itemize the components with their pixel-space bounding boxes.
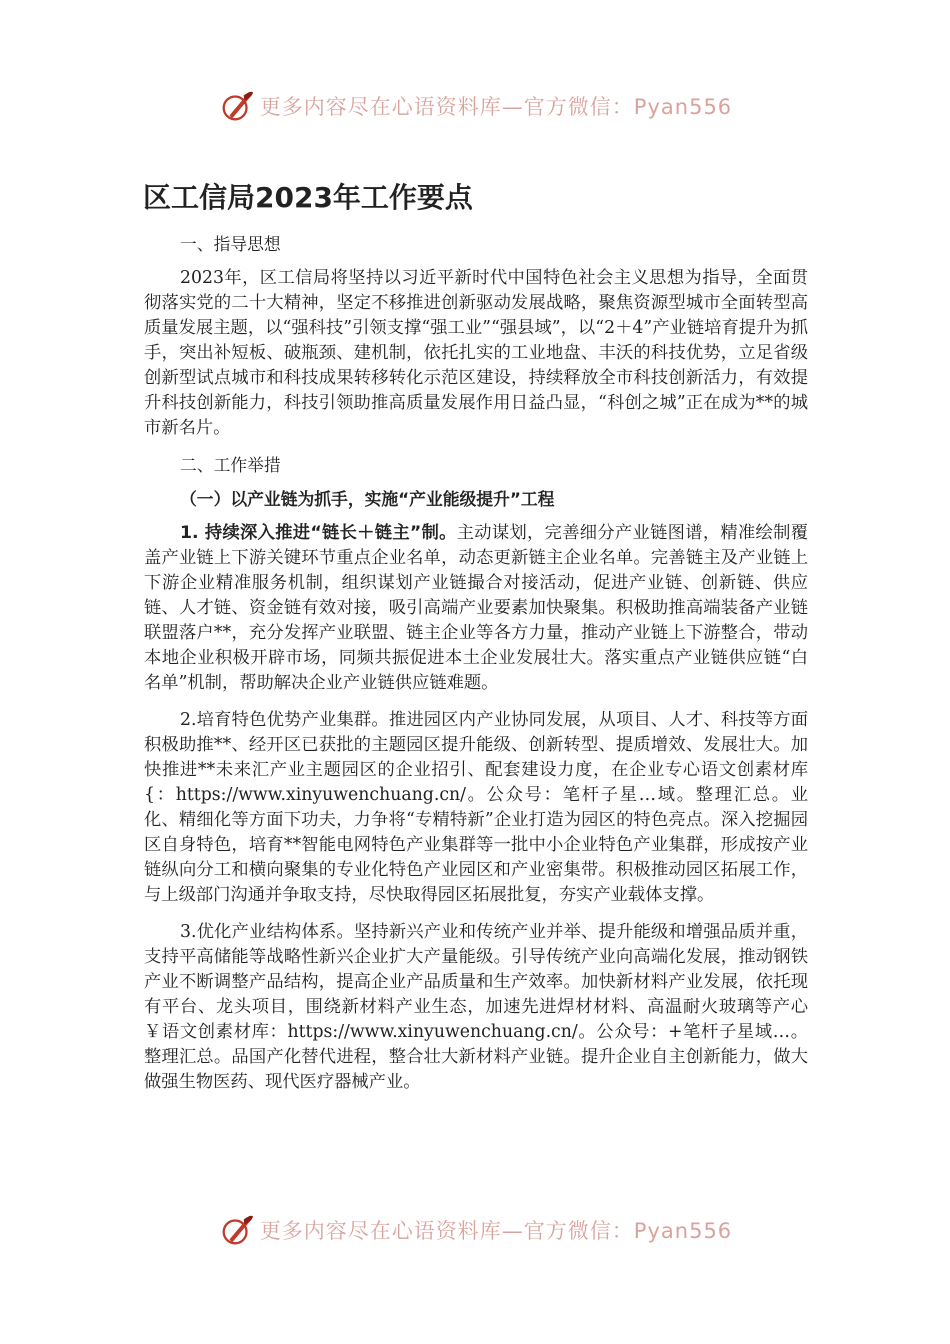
- quill-pen-icon: [218, 87, 256, 125]
- item-1-lead: 1. 持续深入推进“链长＋链主”制。: [180, 523, 457, 543]
- watermark-banner-bottom: [0, 1208, 950, 1252]
- item-2-paragraph: 2.培育特色优势产业集群。推进园区内产业协同发展，从项目、人才、科技等方面积极助推**、经开区已获批的主题园区提升能级、创新转型、提质增效、发展壮大。加快推进**未来汇产业主题园区的企业招引、配套建设力度，在企业专心语文创素材库{：https://www.xinyuwenchuang.cn/。公众号：笔杆子星…域。整理汇总。业化、精细化等方面下功夫，力争将“专精特新”企业打造为园区的特色亮点。深入挖掘园区自身特色，培育**智能电网特色产业集群等一批中小企业特色产业集群，形成按产业链纵向分工和横向聚集的专业化特色产业园区和产业密集带。积极推动园区拓展工作，与上级部门沟通并争取支持，尽快取得园区拓展批复，夯实产业载体支撑。: [144, 710, 808, 905]
- watermark-text: 更多内容尽在心语资料库—官方微信：Pyan556: [259, 95, 733, 119]
- section-1-heading: 一、指导思想: [180, 234, 281, 254]
- section-2-heading: 二、工作举措: [180, 455, 281, 475]
- item-1-paragraph: [144, 521, 808, 696]
- watermark-text: 更多内容尽在心语资料库—官方微信：Pyan556: [259, 1219, 733, 1243]
- subsection-1-heading: （一）以产业链为抓手，实施“产业能级提升”工程: [180, 489, 555, 509]
- item-3-paragraph: 3.优化产业结构体系。坚持新兴产业和传统产业并举、提升能级和增强品质并重，支持平高储能等战略性新兴企业扩大产量能级。引导传统产业向高端化发展，推动钢铁产业不断调整产品结构，提高企业产品质量和生产效率。加快新材料产业发展，依托现有平台、龙头项目，围绕新材料产业生态，加速先进焊材材料、高温耐火玻璃等产心￥语文创素材库：https://www.xinyuwenchuang.cn/。公众号：+笔杆子星域…。整理汇总。品国产化替代进程，整合壮大新材料产业链。提升企业自主创新能力，做大做强生物医药、现代医疗器械产业。: [144, 922, 808, 1092]
- watermark-banner-top: [0, 84, 950, 128]
- quill-pen-icon: [218, 1211, 256, 1249]
- item-1-body: 主动谋划，完善细分产业链图谱，精准绘制覆盖产业链上下游关键环节重点企业名单，动态更新链主企业名单。完善链主及产业链上下游企业精准服务机制，组织谋划产业链撮合对接活动，促进产业链、创新链、供应链、人才链、资金链有效对接，吸引高端产业要素加快聚集。积极助推高端装备产业链联盟落户**，充分发挥产业联盟、链主企业等各方力量，推动产业链上下游整合，带动本地企业积极开辟市场，同频共振促进本土企业发展壮大。落实重点产业链供应链“白名单”机制，帮助解决企业产业链供应链难题。: [144, 523, 808, 693]
- section-1-paragraph: 2023年，区工信局将坚持以习近平新时代中国特色社会主义思想为指导，全面贯彻落实党的二十大精神，坚定不移推进创新驱动发展战略，聚焦资源型城市全面转型高质量发展主题，以“强科技”引领支撑“强工业”“强县域”，以“2＋4”产业链培育提升为抓手，突出补短板、破瓶颈、建机制，依托扎实的工业地盘、丰沃的科技优势，立足省级创新型试点城市和科技成果转移转化示范区建设，持续释放全市科技创新活力，有效提升科技创新能力，科技引领助推高质量发展作用日益凸显，“科创之城”正在成为**的城市新名片。: [144, 268, 808, 438]
- document-body: [144, 232, 808, 1107]
- document-title: 区工信局2023年工作要点: [143, 181, 473, 214]
